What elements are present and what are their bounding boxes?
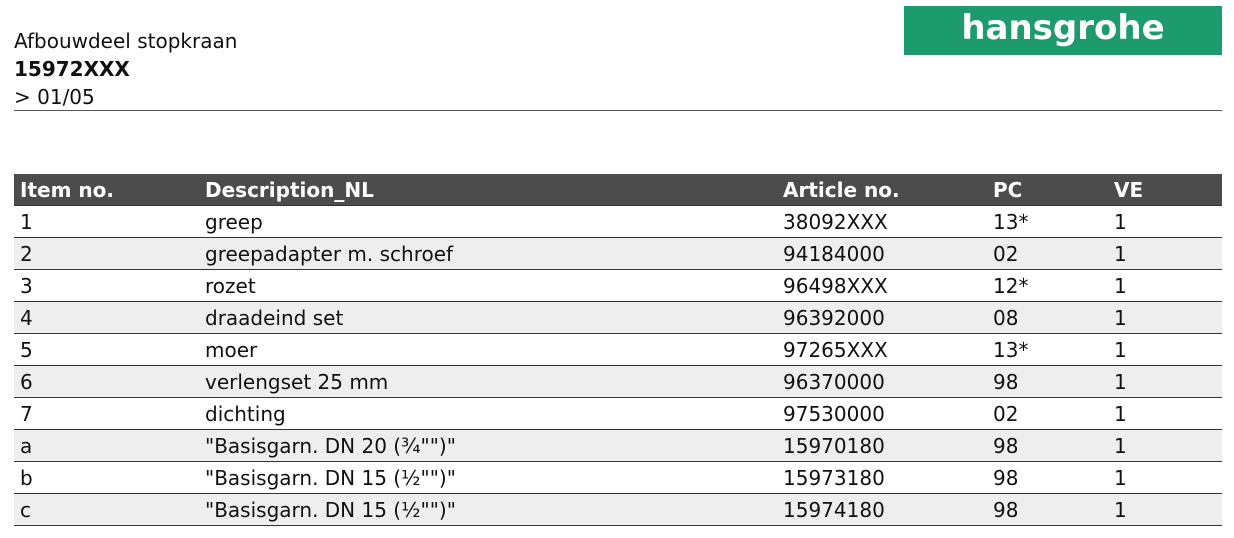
table-row (14, 206, 1222, 238)
hansgrohe-logo (904, 6, 1222, 55)
cell-description: verlengset 25 mm (205, 369, 389, 394)
cell-item-no: 6 (20, 369, 33, 394)
cell-ve: 1 (1114, 401, 1127, 426)
cell-article-no: 15970180 (783, 433, 885, 458)
table-row (14, 334, 1222, 366)
cell-item-no: b (20, 465, 33, 490)
cell-article-no: 15973180 (783, 465, 885, 490)
cell-pc: 12* (993, 273, 1029, 298)
cell-article-no: 96392000 (783, 305, 885, 330)
cell-item-no: 5 (20, 337, 33, 362)
cell-description: dichting (205, 401, 286, 426)
product-code: 15972XXX (14, 57, 130, 81)
cell-ve: 1 (1114, 337, 1127, 362)
cell-item-no: 3 (20, 273, 33, 298)
column-header-article-no: Article no. (783, 177, 900, 202)
cell-ve: 1 (1114, 433, 1127, 458)
product-name: Afbouwdeel stopkraan (14, 29, 238, 53)
cell-article-no: 15974180 (783, 497, 885, 522)
cell-item-no: 4 (20, 305, 33, 330)
cell-pc: 98 (993, 465, 1019, 490)
cell-article-no: 97530000 (783, 401, 885, 426)
parts-table (14, 174, 1222, 526)
cell-article-no: 94184000 (783, 241, 885, 266)
cell-pc: 13* (993, 337, 1029, 362)
cell-description: greep (205, 209, 263, 234)
table-row (14, 462, 1222, 494)
cell-ve: 1 (1114, 273, 1127, 298)
table-row (14, 430, 1222, 462)
cell-description: greepadapter m. schroef (205, 241, 454, 266)
cell-item-no: a (20, 433, 33, 458)
column-header-pc: PC (993, 177, 1023, 202)
cell-ve: 1 (1114, 465, 1127, 490)
table-row (14, 398, 1222, 430)
column-header-ve: VE (1114, 177, 1144, 202)
cell-description: rozet (205, 273, 256, 298)
cell-description: "Basisgarn. DN 20 (¾"")" (205, 433, 456, 458)
cell-pc: 02 (993, 241, 1019, 266)
cell-article-no: 96498XXX (783, 273, 888, 298)
table-row (14, 366, 1222, 398)
cell-description: moer (205, 337, 258, 362)
cell-pc: 98 (993, 369, 1019, 394)
cell-pc: 02 (993, 401, 1019, 426)
table-row (14, 494, 1222, 526)
cell-item-no: 2 (20, 241, 33, 266)
cell-description: "Basisgarn. DN 15 (½"")" (205, 465, 456, 490)
cell-item-no: 7 (20, 401, 33, 426)
cell-item-no: 1 (20, 209, 33, 234)
cell-article-no: 38092XXX (783, 209, 888, 234)
table-row (14, 302, 1222, 334)
cell-ve: 1 (1114, 241, 1127, 266)
cell-pc: 98 (993, 497, 1019, 522)
cell-article-no: 96370000 (783, 369, 885, 394)
logo-wordmark-text: hansgrohe (961, 8, 1165, 48)
cell-pc: 98 (993, 433, 1019, 458)
cell-ve: 1 (1114, 305, 1127, 330)
cell-ve: 1 (1114, 209, 1127, 234)
cell-ve: 1 (1114, 369, 1127, 394)
table-body (14, 206, 1222, 526)
header-divider (14, 110, 1222, 111)
page-reference: > 01/05 (14, 85, 95, 109)
cell-ve: 1 (1114, 497, 1127, 522)
table-row (14, 270, 1222, 302)
cell-item-no: c (20, 497, 31, 522)
cell-description: "Basisgarn. DN 15 (½"")" (205, 497, 456, 522)
cell-pc: 08 (993, 305, 1019, 330)
table-header-row (14, 174, 1222, 206)
cell-article-no: 97265XXX (783, 337, 888, 362)
cell-pc: 13* (993, 209, 1029, 234)
table-row (14, 238, 1222, 270)
column-header-item-no: Item no. (20, 177, 114, 202)
column-header-description: Description_NL (205, 177, 374, 202)
cell-description: draadeind set (205, 305, 344, 330)
logo-wordmark (904, 6, 1222, 55)
